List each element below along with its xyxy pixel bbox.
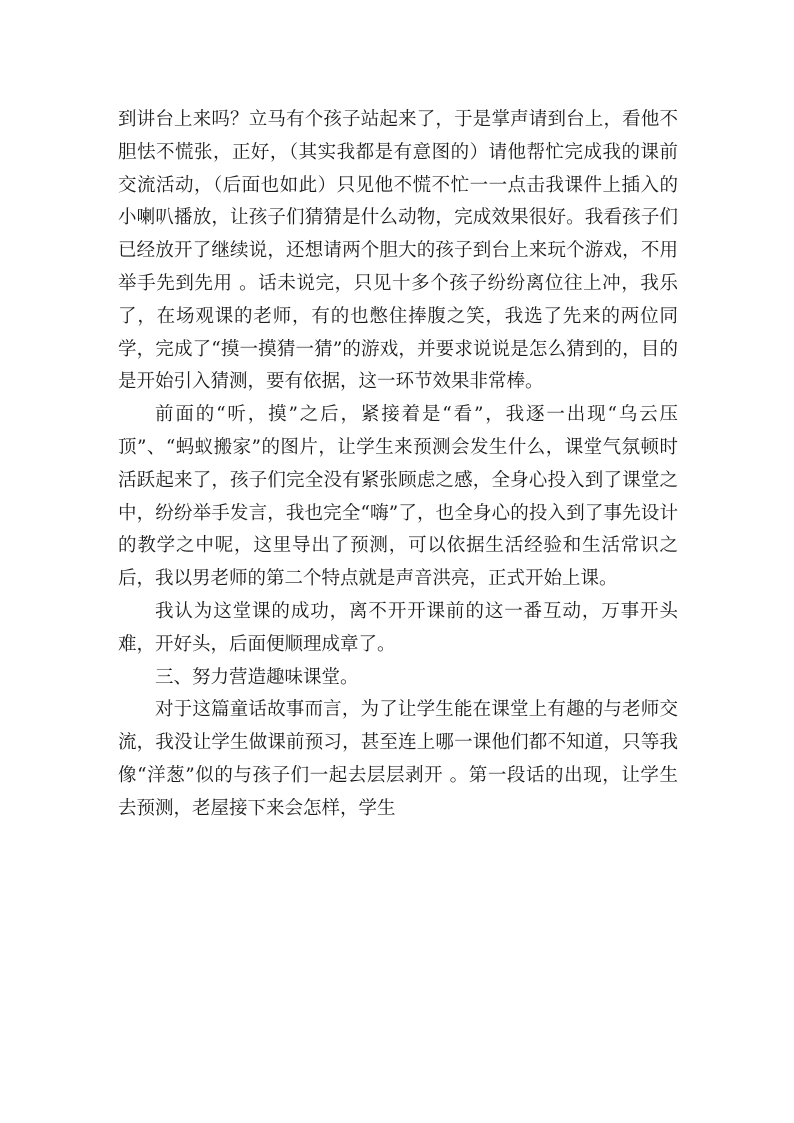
paragraph-3: 我认为这堂课的成功，离不开开课前的这一番互动，万事开头难，开好头，后面便顺理成章了。 [118,600,678,655]
paragraph-1: 到讲台上来吗？立马有个孩子站起来了，于是掌声请到台上，看他不胆怯不慌张，正好，（其实我都是有意图的）请他帮忙完成我的课前交流活动，（后面也如此）只见他不慌不忙一一点击我课件上插入的小喇叭播放，让孩子们猜猜是什么动物，完成效果很好。我看孩子们已经放开了继续说，还想请两个胆大的孩子到台上来玩个游戏，不用举手先到先用 。话未说完，只见十多个孩子纷纷离位往上冲，我乐了，在场观课的老师，有的也憋住捧腹之笑，我选了先来的两位同学，完成了“摸一摸猜一猜”的游戏，并要求说说是怎么猜到的，目的是开始引入猜测，要有依据，这一环节效果非常棒。 [118,109,678,393]
paragraph-4: 对于这篇童话故事而言，为了让学生能在课堂上有趣的与老师交流，我没让学生做课前预习，甚至连上哪一课他们都不知道，只等我像“洋葱”似的与孩子们一起去层层剥开 。第一段话的出现，让学生去预测，老屋接下来会怎样，学生 [118,699,678,819]
section-heading-3: 三、努力营造趣味课堂。 [155,666,359,688]
paragraph-2: 前面的“听，摸”之后，紧接着是“看”，我逐一出现“乌云压顶”、“蚂蚁搬家”的图片，让学生来预测会发生什么，课堂气氛顿时活跃起来了，孩子们完全没有紧张顾虑之感，全身心投入到了课堂之中，纷纷举手发言，我也完全“嗨”了，也全身心的投入到了事先设计的教学之中呢，这里导出了预测，可以依据生活经验和生活常识之后，我以男老师的第二个特点就是声音洪亮，正式开始上课。 [118,404,678,590]
document-body [118,104,678,826]
